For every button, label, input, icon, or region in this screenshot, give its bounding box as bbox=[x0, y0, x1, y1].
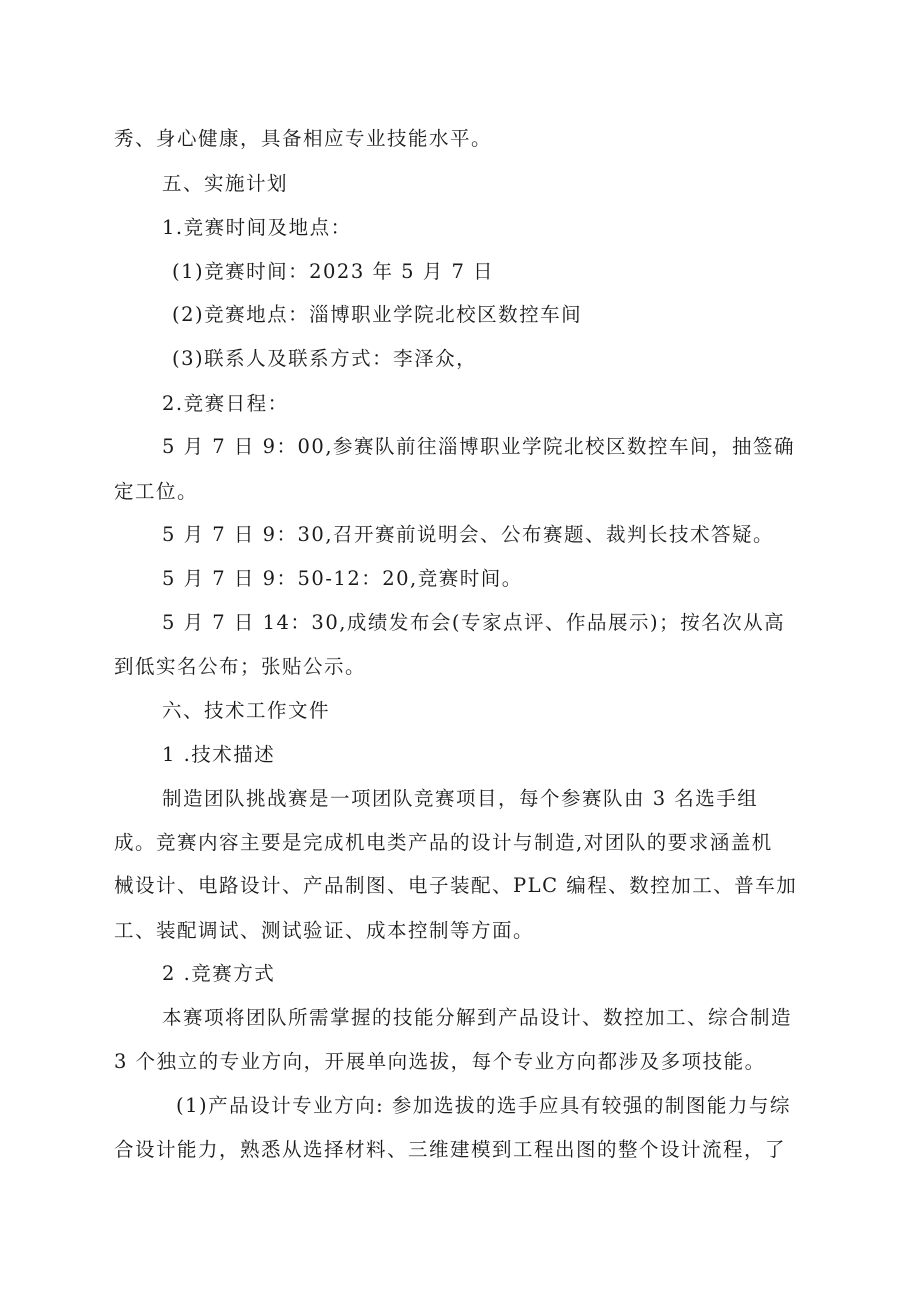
paragraph-line: 合设计能力，熟悉从选择材料、三维建模到工程出图的整个设计流程，了 bbox=[114, 1138, 787, 1161]
section-heading-technical-documents: 六、技术工作文件 bbox=[162, 699, 331, 722]
paragraph-line: 本赛项将团队所需掌握的技能分解到产品设计、数控加工、综合制造 bbox=[162, 1006, 793, 1029]
paragraph-line: 3 个独立的专业方向，开展单向选拔，每个专业方向都涉及多项技能。 bbox=[114, 1050, 766, 1073]
paragraph-line: 械设计、电路设计、产品制图、电子装配、PLC 编程、数控加工、普车加 bbox=[114, 874, 798, 897]
section-heading-implementation-plan: 五、实施计划 bbox=[162, 172, 289, 195]
paragraph-line: 秀、身心健康，具备相应专业技能水平。 bbox=[114, 127, 493, 150]
paragraph-line: 工、装配调试、测试验证、成本控制等方面。 bbox=[114, 919, 535, 942]
schedule-item-1430-cont: 到低实名公布；张贴公示。 bbox=[114, 655, 367, 678]
list-item-contact: (3)联系人及联系方式：李泽众， bbox=[172, 347, 478, 370]
schedule-item-0950: 5 月 7 日 9：50-12：20,竞赛时间。 bbox=[162, 567, 523, 590]
schedule-item-0930: 5 月 7 日 9：30,召开赛前说明会、公布赛题、裁判长技术答疑。 bbox=[162, 523, 775, 546]
paragraph-line: 制造团队挑战赛是一项团队竞赛项目，每个参赛队由 3 名选手组 bbox=[162, 787, 759, 810]
subheading-technical-description: 1 .技术描述 bbox=[162, 743, 276, 766]
subheading-competition-method: 2 .竞赛方式 bbox=[162, 962, 276, 985]
subheading-time-and-venue: 1.竞赛时间及地点： bbox=[162, 216, 352, 239]
paragraph-line: 成。竞赛内容主要是完成机电类产品的设计与制造,对团队的要求涵盖机 bbox=[114, 831, 773, 854]
list-item-product-design: (1)产品设计专业方向: 参加选拔的选手应具有较强的制图能力与综 bbox=[176, 1094, 791, 1117]
subheading-schedule: 2.竞赛日程： bbox=[162, 392, 289, 415]
schedule-item-1430: 5 月 7 日 14：30,成绩发布会(专家点评、作品展示)；按名次从高 bbox=[162, 611, 786, 634]
schedule-item-0900-cont: 定工位。 bbox=[114, 480, 199, 503]
list-item-venue: (2)竞赛地点：淄博职业学院北校区数控车间 bbox=[172, 303, 583, 326]
list-item-time: (1)竞赛时间：2023 年 5 月 7 日 bbox=[172, 260, 495, 283]
schedule-item-0900: 5 月 7 日 9：00,参赛队前往淄博职业学院北校区数控车间，抽签确 bbox=[162, 435, 796, 458]
